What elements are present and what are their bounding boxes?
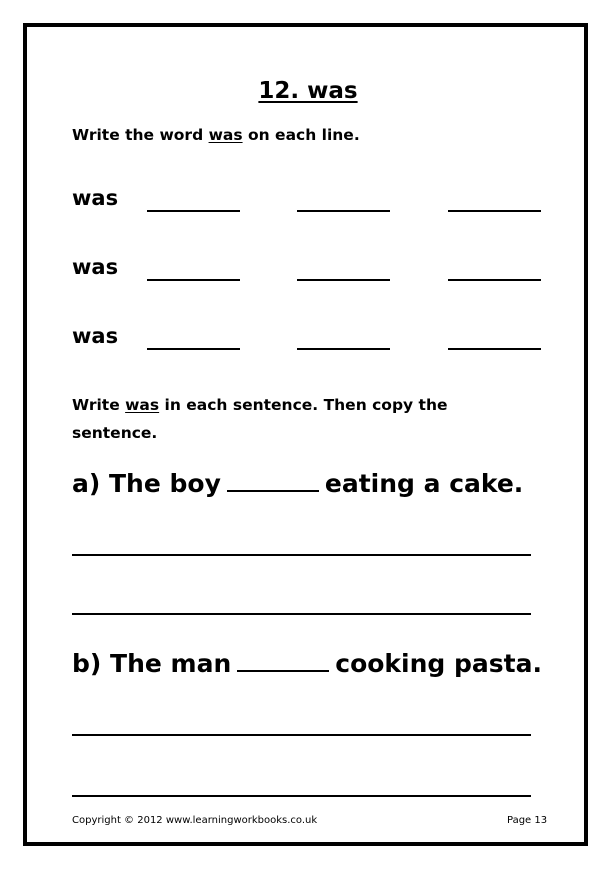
copy-line[interactable]: [72, 795, 531, 797]
sentence-prefix: a) The boy: [72, 469, 221, 498]
instruction-write-word: [72, 126, 360, 144]
instruction-text: on each line.: [242, 126, 360, 144]
practice-word: was: [72, 324, 119, 348]
sentence-blank[interactable]: [227, 472, 319, 492]
footer-copyright: Copyright © 2012 www.learningworkbooks.co.uk: [72, 815, 318, 826]
writing-line[interactable]: [448, 279, 541, 281]
instruction-sentence-line2: sentence.: [72, 424, 158, 442]
sentence-prefix: b) The man: [72, 649, 232, 678]
writing-line[interactable]: [297, 279, 390, 281]
target-word: was: [125, 396, 160, 414]
sentence-b: [72, 649, 542, 678]
practice-word: was: [72, 255, 119, 279]
writing-line[interactable]: [448, 348, 541, 350]
instruction-text: in each sentence. Then copy the: [159, 396, 448, 414]
sentence-a: [72, 469, 523, 498]
instruction-sentence: [72, 396, 448, 414]
writing-line[interactable]: [297, 210, 390, 212]
instruction-text: Write: [72, 396, 126, 414]
writing-line[interactable]: [147, 210, 240, 212]
writing-line[interactable]: [147, 348, 240, 350]
footer-page-number: Page 13: [507, 815, 548, 826]
sentence-suffix: eating a cake.: [324, 469, 524, 498]
practice-word: was: [72, 186, 119, 210]
page-title: 12. was: [258, 78, 358, 104]
copy-line[interactable]: [72, 734, 531, 736]
instruction-text: Write the word: [72, 126, 209, 144]
sentence-blank[interactable]: [237, 652, 329, 672]
copy-line[interactable]: [72, 554, 531, 556]
writing-line[interactable]: [448, 210, 541, 212]
copy-line[interactable]: [72, 613, 531, 615]
writing-line[interactable]: [297, 348, 390, 350]
target-word: was: [208, 126, 243, 144]
writing-line[interactable]: [147, 279, 240, 281]
sentence-suffix: cooking pasta.: [335, 649, 542, 678]
